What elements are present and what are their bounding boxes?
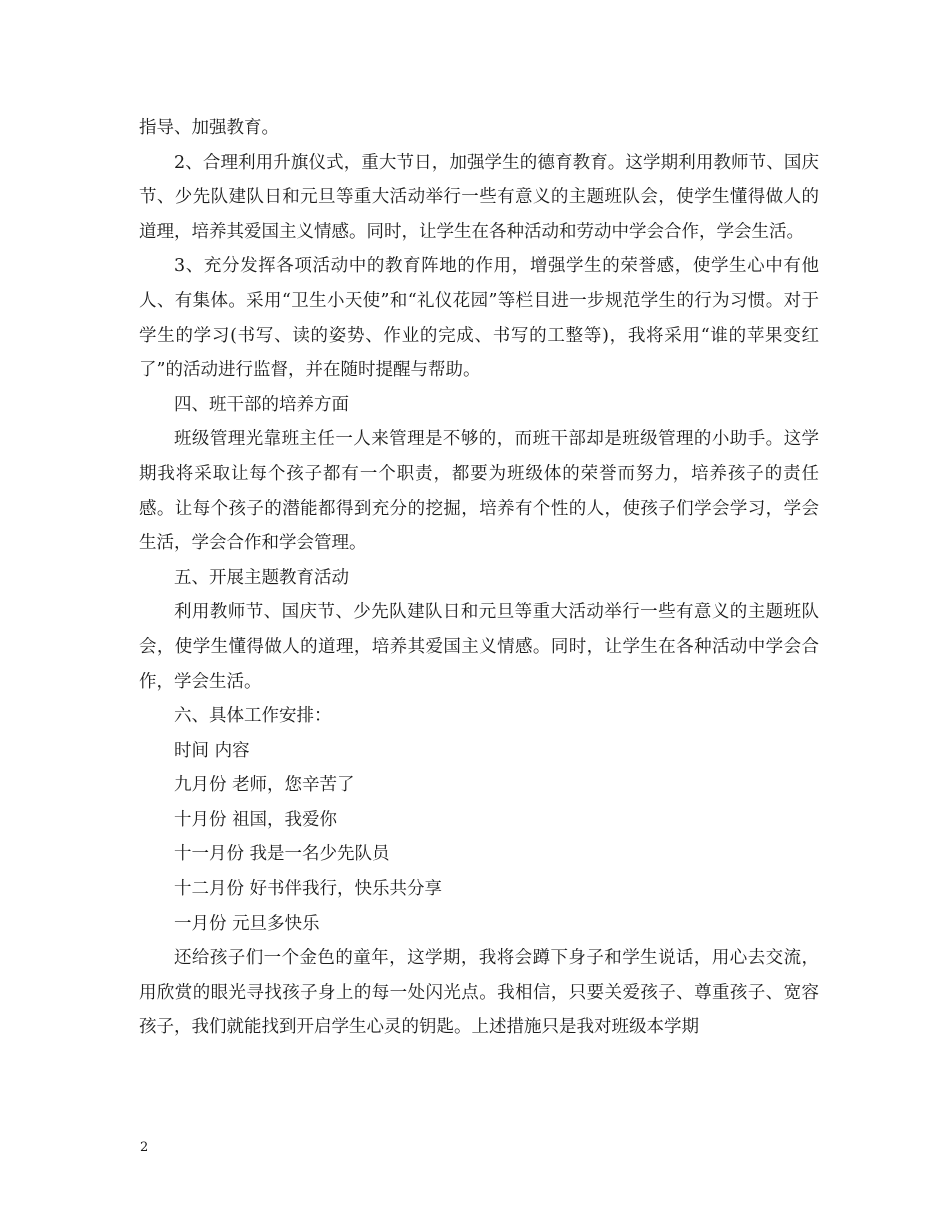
schedule-header: 时间 内容: [174, 740, 250, 761]
schedule-item-january: 一月份 元旦多快乐: [174, 913, 320, 934]
paragraph-3: 3、充分发挥各项活动中的教育阵地的作用，增强学生的荣誉感，使学生心中有他人、有集体。采用“卫生小天使”和“礼仪花园”等栏目进一步规范学生的行为习惯。对于学生的学习(书写、读的姿势、作业的完成、书写的工整等)，我将采用“谁的苹果变红了”的活动进行监督，并在随时提醒与帮助。: [139, 256, 819, 381]
schedule-item-october: 十月份 祖国，我爱你: [174, 809, 338, 830]
paragraph-5: 班级管理光靠班主任一人来管理是不够的，而班干部却是班级管理的小助手。这学期我将采取让每个孩子都有一个职责，都要为班级体的荣誉而努力，培养孩子的责任感。让每个孩子的潜能都得到充分的挖掘，培养有个性的人，使孩子们学会学习，学会生活，学会合作和学会管理。: [139, 429, 819, 554]
schedule-item-september: 九月份 老师，您辛苦了: [174, 775, 355, 796]
document-body: [139, 111, 819, 1045]
schedule-item-november: 十一月份 我是一名少先队员: [174, 844, 390, 865]
paragraph-closing: 还给孩子们一个金色的童年，这学期，我将会蹲下身子和学生说话，用心去交流，用欣赏的眼光寻找孩子身上的每一处闪光点。我相信，只要关爱孩子、尊重孩子、宽容孩子，我们就能找到开启学生心灵的钥匙。上述措施只是我对班级本学期: [139, 948, 819, 1038]
section-heading-6: 六、具体工作安排：: [174, 706, 332, 727]
section-heading-5: 五、开展主题教育活动: [174, 567, 349, 588]
section-heading-4: 四、班干部的培养方面: [174, 394, 349, 415]
paragraph-2: 2、合理利用升旗仪式，重大节日，加强学生的德育教育。这学期利用教师节、国庆节、少先队建队日和元旦等重大活动举行一些有意义的主题班队会，使学生懂得做人的道理，培养其爱国主义情感。同时，让学生在各种活动和劳动中学会合作，学会生活。: [139, 152, 819, 242]
page-number: 2: [140, 1140, 149, 1155]
paragraph-7: 利用教师节、国庆节、少先队建队日和元旦等重大活动举行一些有意义的主题班队会，使学生懂得做人的道理，培养其爱国主义情感。同时，让学生在各种活动中学会合作，学会生活。: [139, 602, 819, 692]
schedule-item-december: 十二月份 好书伴我行，快乐共分享: [174, 879, 443, 900]
paragraph-1: 指导、加强教育。: [139, 118, 279, 138]
